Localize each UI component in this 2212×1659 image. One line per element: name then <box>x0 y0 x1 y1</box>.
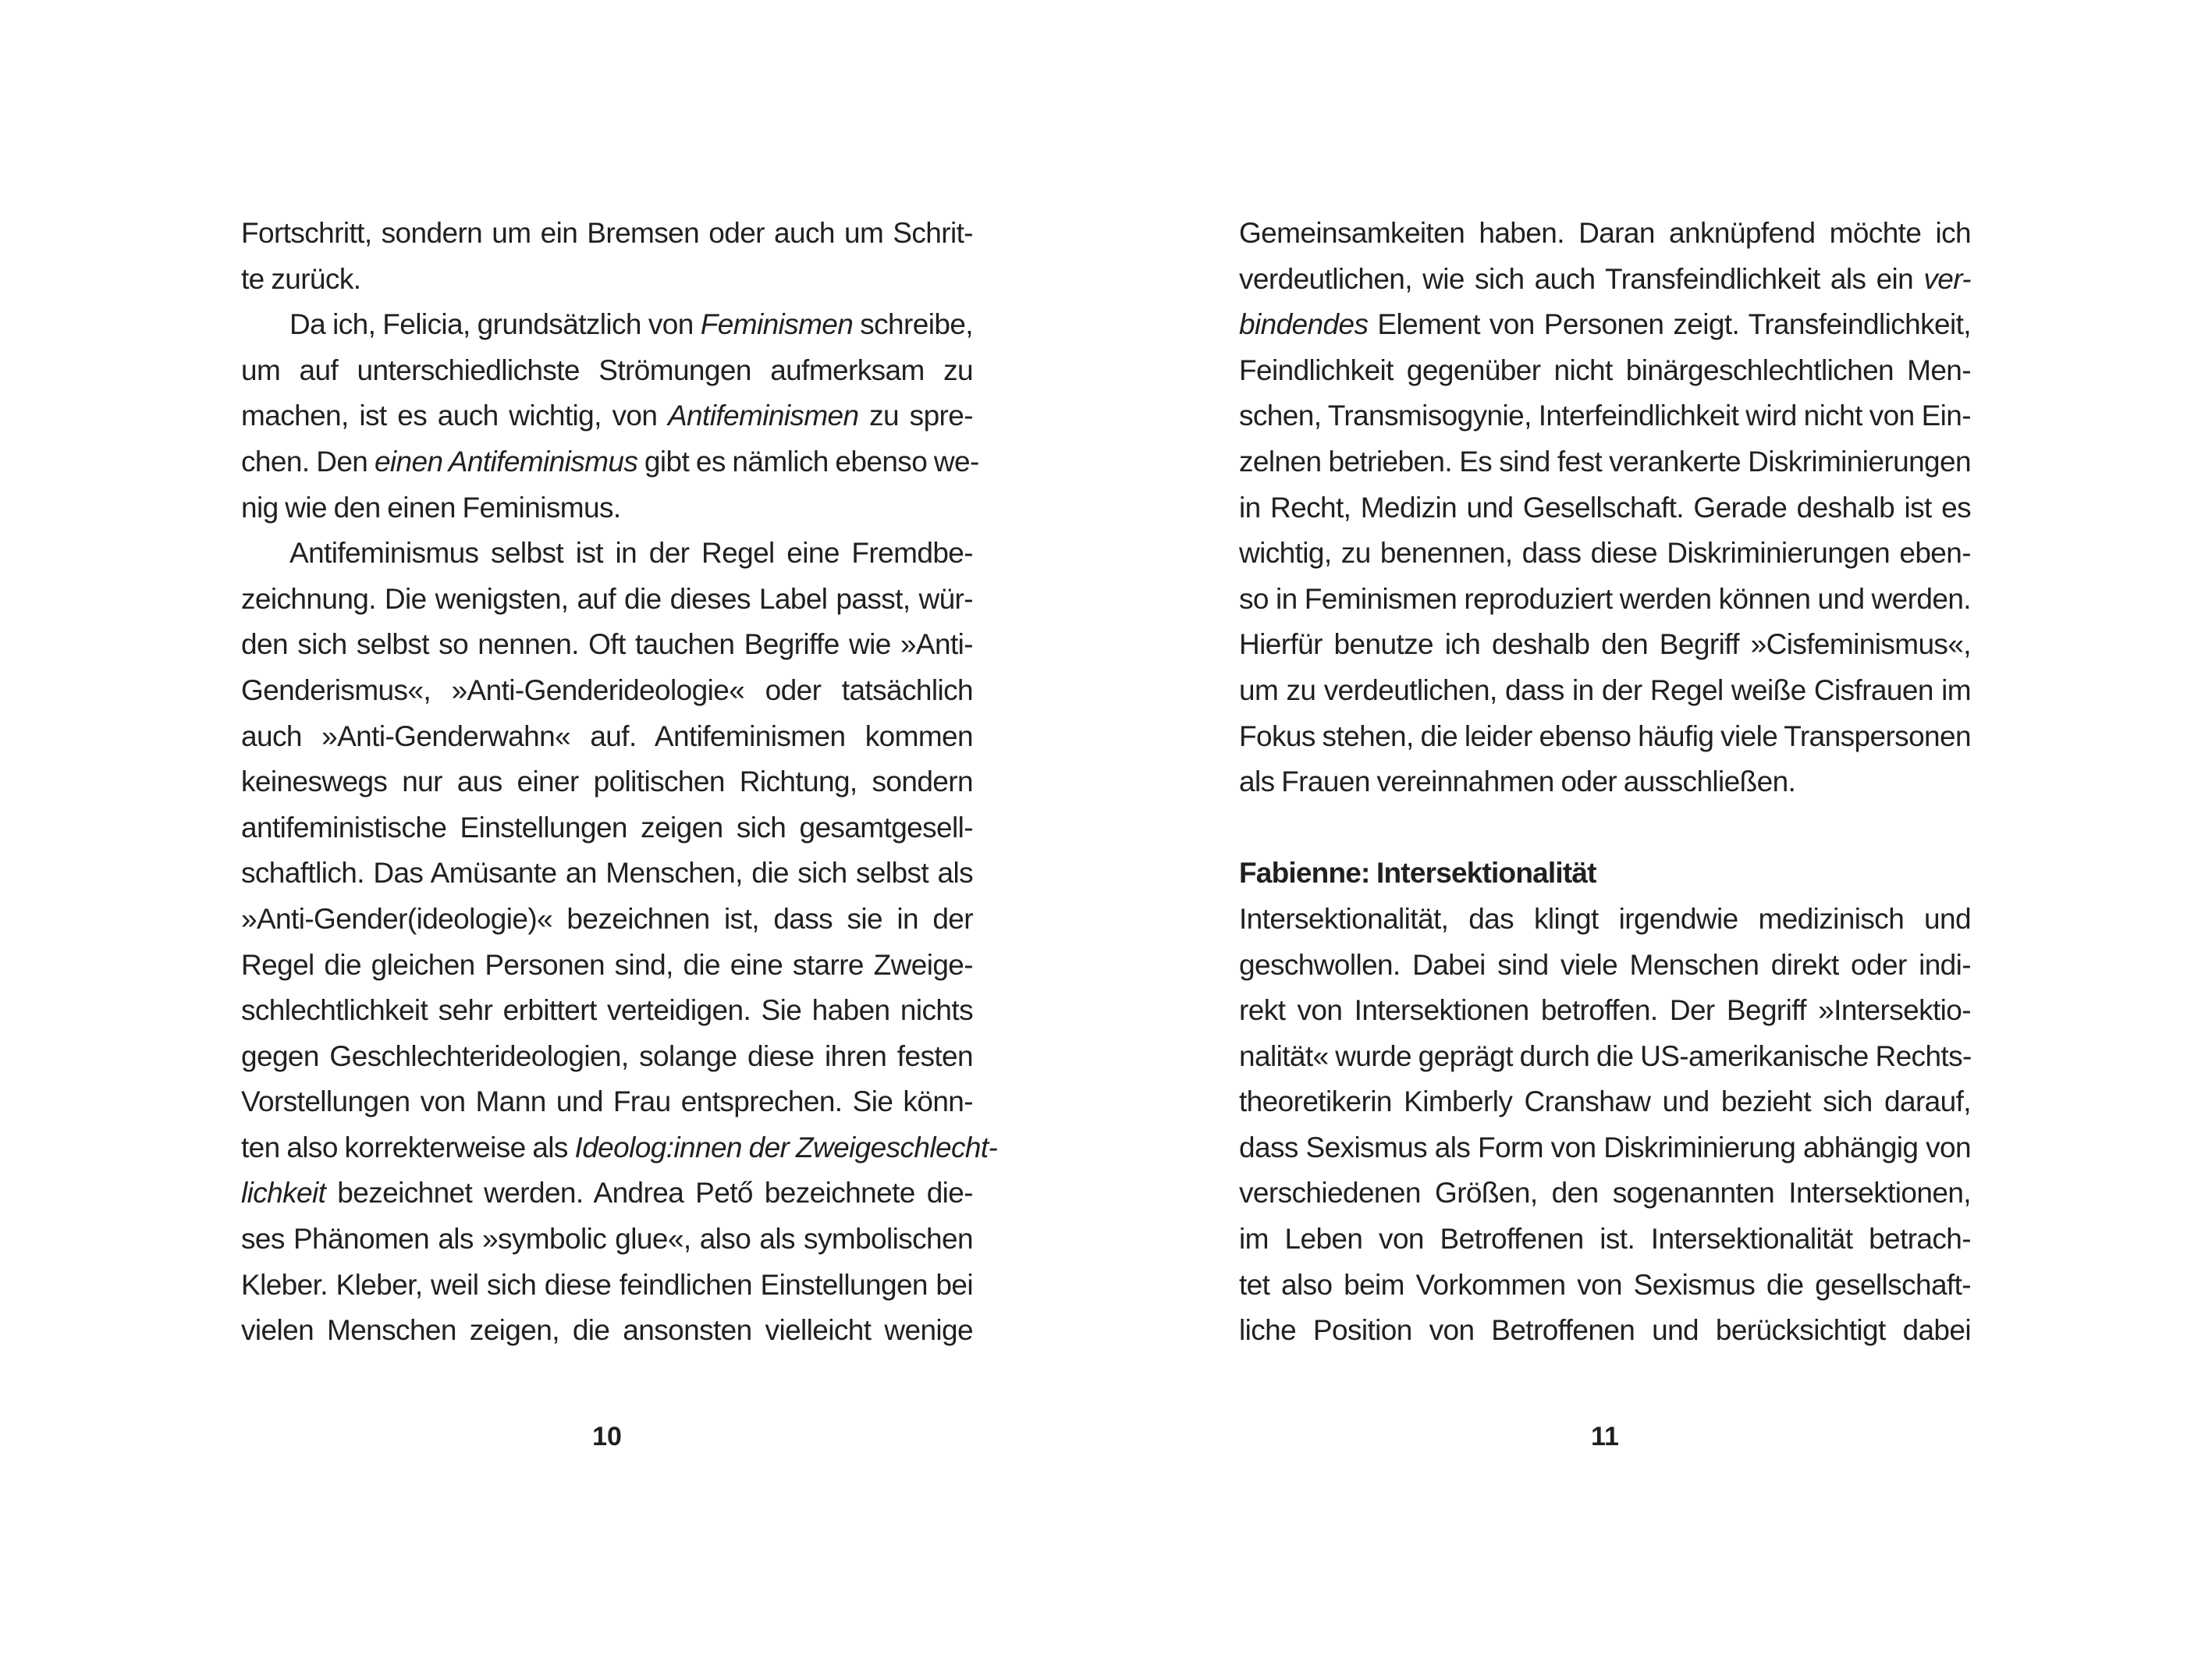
text-segment: chen. Den <box>241 445 375 478</box>
text-line <box>241 897 973 943</box>
italic-text: Antifeminismen <box>667 400 859 432</box>
text-line <box>1239 1263 1971 1309</box>
text-line <box>1239 393 1971 439</box>
text-line <box>1239 622 1971 668</box>
text-segment: bezeichnet werden. Andrea Pető bezeichnete die- <box>325 1177 973 1210</box>
text-line <box>1239 577 1971 623</box>
text-line <box>241 439 979 485</box>
text-segment: als Frauen vereinnahmen oder ausschließen. <box>1239 766 1796 798</box>
text-line <box>241 257 973 303</box>
text-segment: rekt von Intersektionen betroffen. Der Begriff »Intersektio- <box>1239 994 1971 1027</box>
text-segment: liche Position von Betroffenen und berücksichtigt dabei <box>1239 1314 1971 1347</box>
italic-text: Feminismen <box>700 308 854 341</box>
text-segment: keineswegs nur aus einer politischen Richtung, sondern <box>241 766 973 798</box>
italic-text: lichkeit <box>241 1177 326 1210</box>
text-segment: so in Feminismen reproduziert werden können und werden. <box>1239 582 1971 615</box>
text-segment: gegen Geschlechterideologien, solange diese ihren festen <box>241 1039 973 1072</box>
text-line <box>241 1079 973 1125</box>
text-line <box>241 668 973 714</box>
text-segment: ses Phänomen als »symbolic glue«, also als symbolischen <box>241 1223 973 1256</box>
text-line <box>1239 348 1971 394</box>
text-line <box>241 348 973 394</box>
text-line <box>241 1217 973 1263</box>
text-segment: te zurück. <box>241 262 361 295</box>
page-number-left: 10 <box>592 1422 622 1451</box>
text-segment: Antifeminismus selbst ist in der Regel eine Fremdbe- <box>289 537 973 570</box>
text-segment: zelnen betrieben. Es sind fest verankerte Diskriminierungen <box>1239 445 1971 478</box>
text-line <box>241 1034 973 1080</box>
text-line <box>241 1263 973 1309</box>
text-line <box>1239 1079 1971 1125</box>
text-line <box>241 211 973 257</box>
text-line <box>1239 1217 1971 1263</box>
text-segment: geschwollen. Dabei sind viele Menschen direkt oder indi- <box>1239 948 1971 981</box>
text-line <box>241 759 973 805</box>
text-line <box>1239 485 1971 531</box>
italic-text: ver- <box>1923 262 1971 295</box>
text-segment: Vorstellungen von Mann und Frau entsprechen. Sie könn- <box>241 1085 973 1118</box>
text-line <box>1239 439 1971 485</box>
text-line <box>241 531 973 577</box>
text-line <box>241 714 973 760</box>
text-segment: vielen Menschen zeigen, die ansonsten vielleicht wenige <box>241 1314 973 1347</box>
text-segment: tet also beim Vorkommen von Sexismus die gesellschaft- <box>1239 1268 1971 1301</box>
text-line <box>1239 988 1971 1034</box>
text-segment: in Recht, Medizin und Gesellschaft. Gerade deshalb ist es <box>1239 491 1971 524</box>
text-segment: verschiedenen Größen, den sogenannten Intersektionen, <box>1239 1177 1971 1210</box>
italic-text: einen Antifeminismus <box>374 445 638 478</box>
text-segment: auch »Anti-Genderwahn« auf. Antifeminismen kommen <box>241 719 973 752</box>
text-segment: Hierfür benutze ich deshalb den Begriff »Cisfeminismus«, <box>1239 628 1971 661</box>
text-line <box>1239 897 1971 943</box>
text-line <box>1239 302 1971 348</box>
text-line <box>241 393 973 439</box>
text-segment: Element von Personen zeigt. Transfeindlichkeit, <box>1368 308 1971 341</box>
text-segment: nig wie den einen Feminismus. <box>241 491 621 524</box>
text-line <box>241 485 973 531</box>
text-segment: Feindlichkeit gegenüber nicht binärgeschlechtlichen Men- <box>1239 353 1971 386</box>
right-page-text-column <box>1239 211 1971 1354</box>
text-segment: schlechtlichkeit sehr erbittert verteidigen. Sie haben nichts <box>241 994 973 1027</box>
text-line <box>1239 531 1971 577</box>
text-segment: Intersektionalität, das klingt irgendwie medizinisch und <box>1239 902 1971 935</box>
text-segment: gibt es nämlich ebenso we- <box>637 445 979 478</box>
text-segment: zeichnung. Die wenigsten, auf die dieses Label passt, wür- <box>241 582 973 615</box>
text-segment: ten also korrekterweise als <box>241 1131 575 1163</box>
text-segment: Kleber. Kleber, weil sich diese feindlichen Einstellungen bei <box>241 1268 973 1301</box>
italic-text: Ideolog:innen der Zweigeschlecht- <box>574 1131 998 1163</box>
text-line <box>1239 257 1971 303</box>
text-segment: Fabienne: Intersektionalität <box>1239 857 1596 890</box>
text-line <box>1239 1034 1971 1080</box>
text-line <box>1239 668 1971 714</box>
text-line <box>241 1125 998 1171</box>
text-segment: theoretikerin Kimberly Cranshaw und bezieht sich darauf, <box>1239 1085 1971 1118</box>
text-line <box>241 622 973 668</box>
text-line <box>241 577 973 623</box>
text-segment: verdeutlichen, wie sich auch Transfeindlichkeit als ein <box>1239 262 1924 295</box>
text-segment: dass Sexismus als Form von Diskriminierung abhängig von <box>1239 1131 1971 1163</box>
text-segment: antifeministische Einstellungen zeigen sich gesamtgesell- <box>241 811 973 844</box>
text-line <box>241 805 973 851</box>
text-segment: Fokus stehen, die leider ebenso häufig viele Transpersonen <box>1239 719 1971 752</box>
page-number-right: 11 <box>1591 1422 1619 1451</box>
text-segment: schaftlich. Das Amüsante an Menschen, die sich selbst als <box>241 857 973 890</box>
text-segment: nalität« wurde geprägt durch die US-amerikanische Rechts- <box>1239 1039 1972 1072</box>
text-segment: schreibe, <box>853 308 973 341</box>
section-heading <box>1239 851 1971 897</box>
text-segment: Fortschritt, sondern um ein Bremsen oder auch um Schrit- <box>241 217 973 249</box>
text-line <box>241 851 973 897</box>
text-segment: Regel die gleichen Personen sind, die eine starre Zweige- <box>241 948 973 981</box>
text-line <box>1239 943 1971 989</box>
text-line <box>1239 714 1971 760</box>
text-segment: Gemeinsamkeiten haben. Daran anknüpfend möchte ich <box>1239 217 1971 249</box>
text-segment: im Leben von Betroffenen ist. Intersektionalität betrach- <box>1239 1223 1971 1256</box>
text-segment: »Anti-Gender(ideologie)« bezeichnen ist, dass sie in der <box>241 902 973 935</box>
text-line <box>241 988 973 1034</box>
text-segment: Da ich, Felicia, grundsätzlich von <box>289 308 701 341</box>
text-line <box>241 1171 973 1217</box>
text-segment: den sich selbst so nennen. Oft tauchen Begriffe wie »Anti- <box>241 628 973 661</box>
text-segment: zu spre- <box>858 400 973 432</box>
text-segment: machen, ist es auch wichtig, von <box>241 400 668 432</box>
text-line <box>241 943 973 989</box>
text-line <box>241 302 973 348</box>
text-line <box>1239 211 1971 257</box>
text-line <box>1239 759 1971 805</box>
text-line <box>1239 1171 1971 1217</box>
text-segment: schen, Transmisogynie, Interfeindlichkeit wird nicht von Ein- <box>1239 400 1971 432</box>
italic-text: bindendes <box>1239 308 1369 341</box>
text-line <box>241 1308 973 1354</box>
right-page <box>1106 0 2211 1659</box>
left-page-text-column <box>241 211 998 1354</box>
blank-line <box>1239 805 1971 851</box>
text-segment: Genderismus«, »Anti-Genderideologie« oder tatsächlich <box>241 673 973 706</box>
text-segment: um zu verdeutlichen, dass in der Regel weiße Cisfrauen im <box>1239 673 1971 706</box>
text-line <box>1239 1308 1971 1354</box>
text-segment: wichtig, zu benennen, dass diese Diskriminierungen eben- <box>1239 537 1971 570</box>
text-line <box>1239 1125 1971 1171</box>
text-segment: um auf unterschiedlichste Strömungen aufmerksam zu <box>241 353 973 386</box>
